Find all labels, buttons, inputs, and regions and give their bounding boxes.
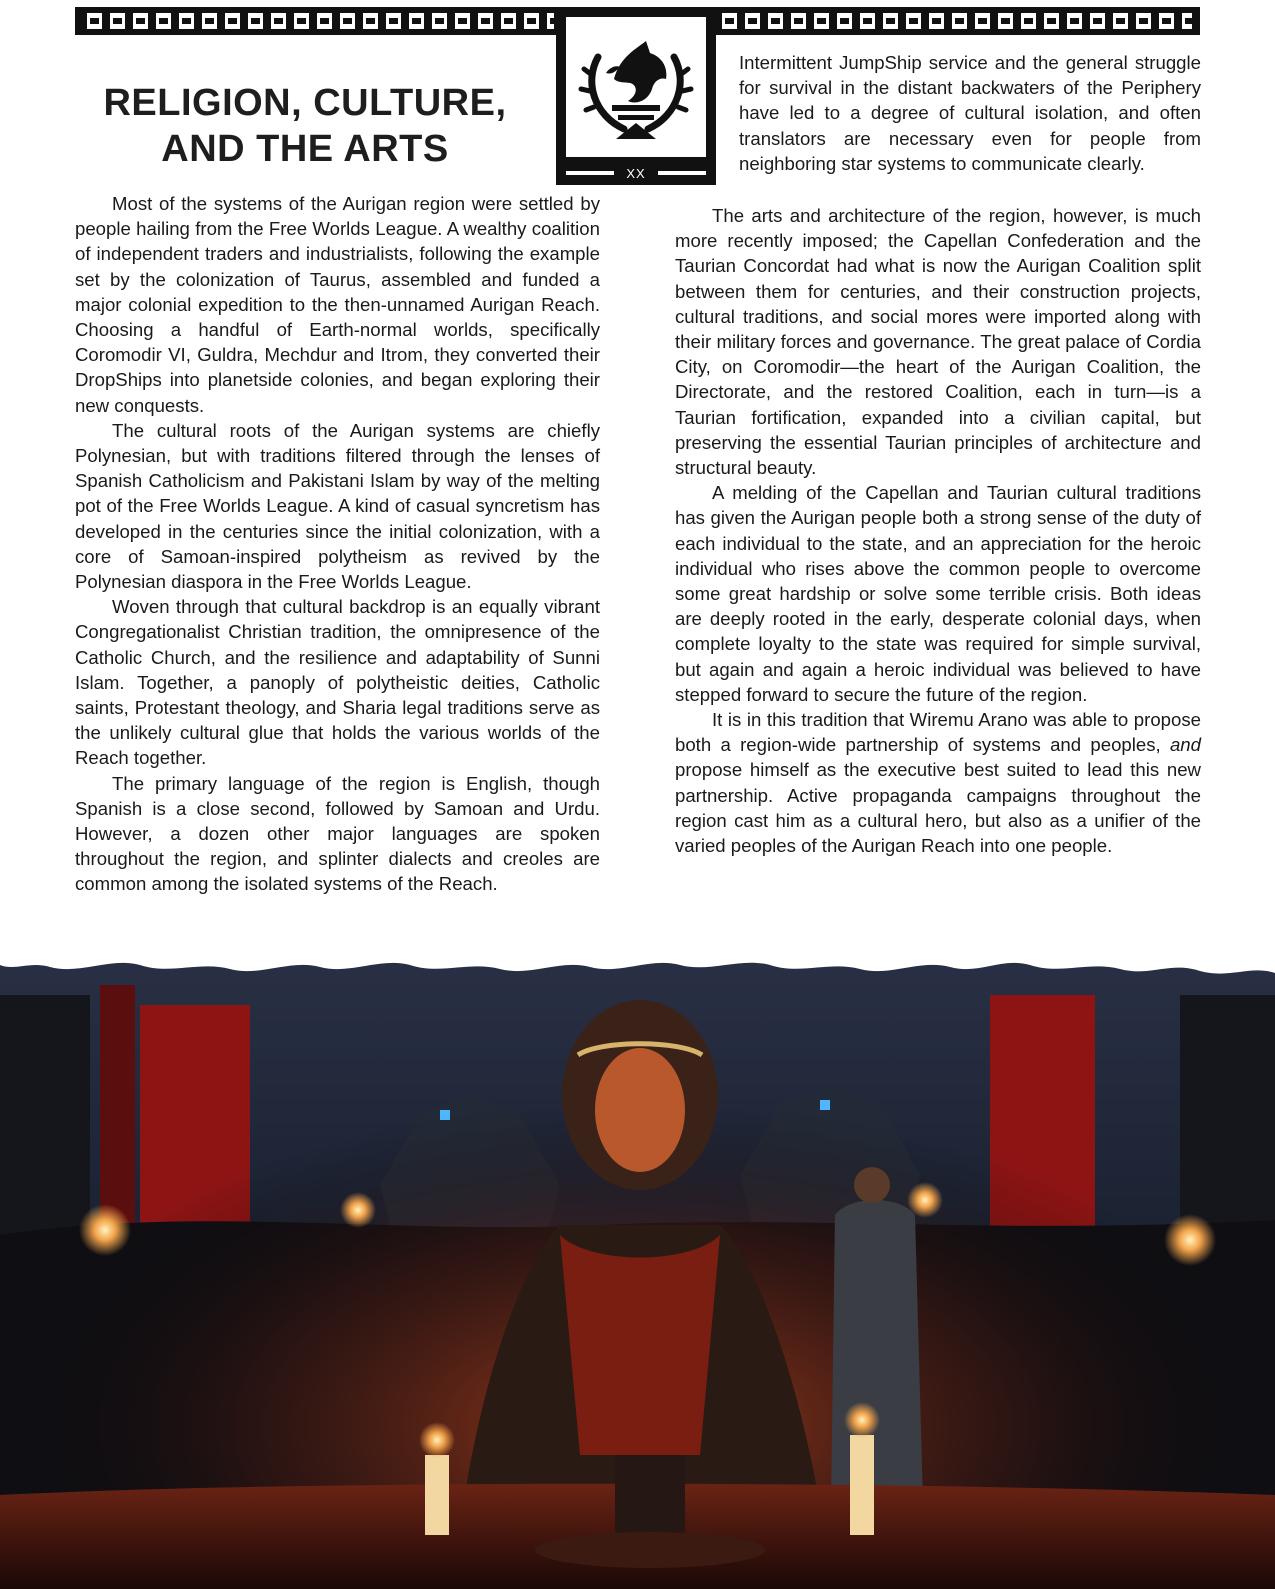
ceremony-illustration	[0, 935, 1275, 1589]
header-border-right	[710, 7, 1200, 35]
paragraph: The primary language of the region is English, though Spanish is a close second, followed by Samoan and Urdu. However, a dozen other major languages are spoken throughout the region, and splinter dialects and creoles are common among the isolated systems of the Reach.	[75, 772, 600, 895]
title-line-1: RELIGION, CULTURE,	[103, 82, 507, 124]
section-title	[75, 80, 535, 172]
wolf-emblem-icon	[576, 27, 696, 147]
page-number-bar	[566, 167, 706, 179]
paragraph: A melding of the Capellan and Taurian cultural traditions has given the Aurigan people both a strong sense of the duty of each individual to the state, and an appreciation for the heroic individual who rises above the common people to overcome some great hardship or solve some terrible crisis. Both ideas are deeply rooted in the early, desperate colonial days, when complete loyalty to the state was required for simple survival, but again and again a heroic individual was believed to have stepped forward to secure the future of the region.	[675, 482, 1201, 705]
left-column	[75, 191, 600, 897]
paragraph: The arts and architecture of the region, however, is much more recently imposed; the Capellan Confederation and the Taurian Concordat had what is now the Aurigan Coalition split between them for centuries, and their construction projects, cultural traditions, and social mores were imported along with their military forces and governance. The great palace of Cordia City, on Coromodir—the heart of the Aurigan Coalition, the Directorate, and the restored Coalition, each in turn—is a Taurian fortification, expanded into a civilian capital, but preserving the essential Taurian principles of architecture and structural beauty.	[675, 205, 1201, 479]
right-column-top	[739, 50, 1201, 176]
title-line-2: AND THE ARTS	[161, 128, 449, 170]
emphasis-and: and	[1169, 734, 1201, 756]
right-column	[675, 203, 1201, 858]
page-number: XX	[626, 165, 646, 181]
paragraph: Most of the systems of the Aurigan region were settled by people hailing from the Free Worlds League. A wealthy coalition of independent traders and industrialists, following the example set by the colonization of Taurus, assembled and funded a major colonial expedition to the then-unnamed Aurigan Reach. Choosing a handful of Earth-normal worlds, specifically Coromodir VI, Guldra, Mechdur and Itrom, they converted their DropShips into planetside colonies, and began exploring their new conquests.	[75, 193, 600, 416]
paragraph-final: It is in this tradition that Wiremu Arano was able to propose both a region-wide partnership of systems and peoples, and propose himself as the executive best suited to lead this new partnership. Active propaganda campaigns throughout the region cast him as a cultural hero, but also as a unifier of the varied peoples of the Aurigan Reach into one people.	[675, 709, 1201, 857]
paragraph: Intermittent JumpShip service and the general struggle for survival in the distant backwaters of the Periphery have led to a degree of cultural isolation, and often translators are necessary even for people from neighboring star systems to communicate clearly.	[739, 52, 1201, 174]
paragraph: Woven through that cultural backdrop is an equally vibrant Congregationalist Christian tradition, the omnipresence of the Catholic Church, and the resilience and adaptability of Sunni Islam. Together, a panoply of polytheistic deities, Catholic saints, Protestant theology, and Sharia legal traditions serve as the unlikely cultural glue that holds the various worlds of the Reach together.	[75, 596, 600, 769]
faction-emblem-box	[556, 7, 716, 185]
paragraph: The cultural roots of the Aurigan systems are chiefly Polynesian, but with traditions filtered through the lenses of Spanish Catholicism and Pakistani Islam by way of the melting pot of the Free Worlds League. A kind of casual syncretism has developed in the centuries since the initial colonization, with a core of Samoan-inspired polytheism as revived by the Polynesian diaspora in the Free Worlds League.	[75, 419, 600, 593]
header-border-left	[75, 7, 562, 35]
